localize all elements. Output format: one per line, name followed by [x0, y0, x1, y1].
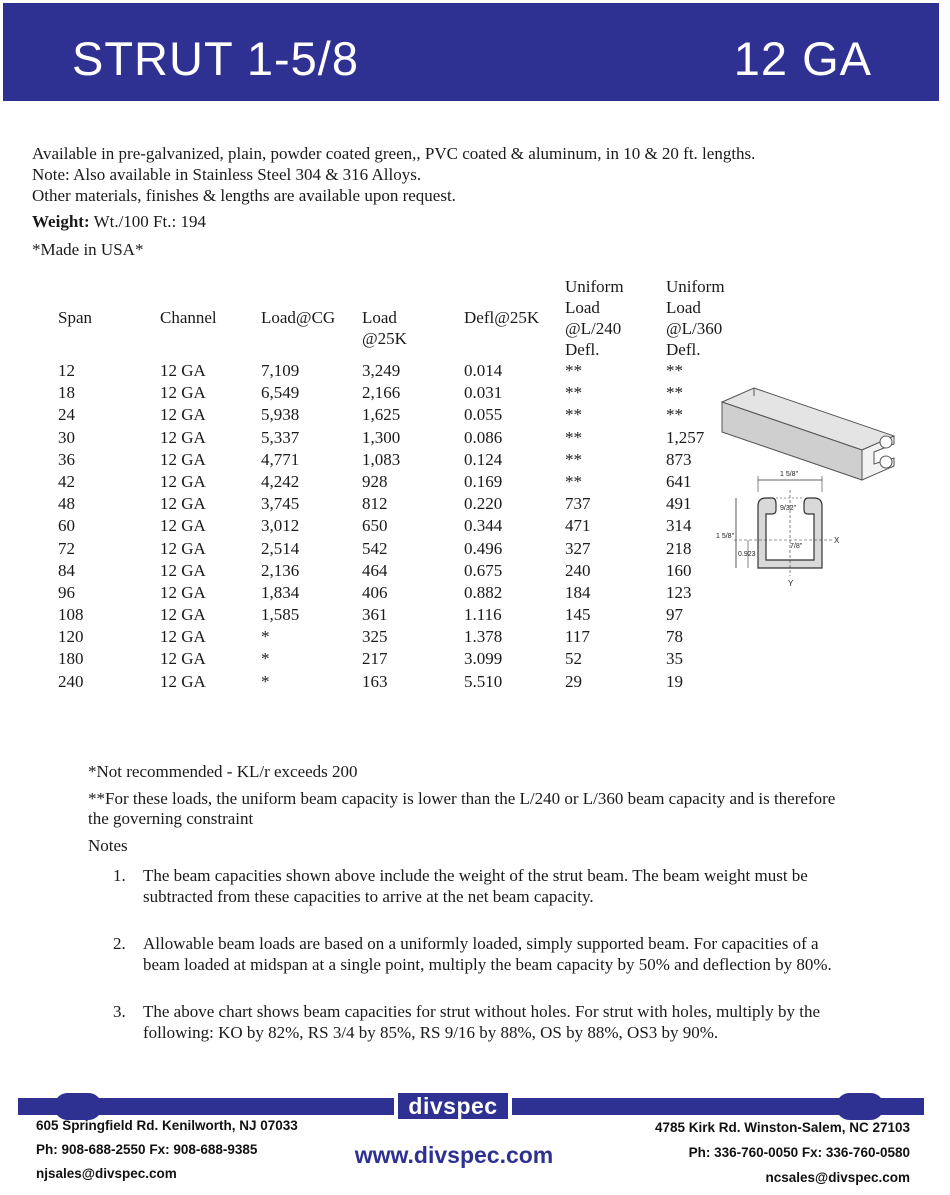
table-cell: 3.099: [464, 649, 503, 669]
table-cell: 240: [58, 671, 84, 691]
table-cell: *: [261, 649, 270, 669]
table-cell: 78: [666, 627, 683, 647]
note-text: Allowable beam loads are based on a uniformly loaded, simply supported beam. For capacities of a beam loaded at midspan at a single point, multiply the beam capacity by 50% and deflection by 80%.: [143, 934, 832, 974]
table-cell: 97: [666, 605, 683, 625]
table-cell: 12 GA: [160, 471, 206, 491]
table-cell: 12 GA: [160, 405, 206, 425]
right-address: 4785 Kirk Rd. Winston-Salem, NC 27103: [655, 1120, 910, 1135]
notes-list: [113, 866, 858, 1043]
table-cell: 491: [666, 494, 692, 514]
intro-line-2: Note: Also available in Stainless Steel 304 & 316 Alloys.: [32, 165, 422, 184]
table-cell: 12 GA: [160, 516, 206, 536]
table-cell: 12 GA: [160, 627, 206, 647]
weight-line: [32, 212, 206, 232]
table-cell: **: [666, 361, 683, 380]
divspec-logo: divspec: [398, 1093, 508, 1119]
table-cell: 0.496: [464, 538, 503, 558]
table-cell: 737: [565, 494, 591, 514]
weight-value: Wt./100 Ft.: 194: [93, 212, 206, 231]
table-cell: 12 GA: [160, 449, 206, 469]
table-cell: 1,300: [362, 427, 401, 447]
table-cell: 5.510: [464, 671, 503, 691]
table-cell: 327: [565, 538, 591, 558]
table-cell: **: [565, 405, 582, 425]
table-cell: *: [261, 627, 270, 647]
table-cell: 1.378: [464, 627, 503, 647]
table-cell: 0.014: [464, 361, 503, 380]
table-cell: 1.116: [464, 605, 502, 625]
table-cell: 3,745: [261, 494, 300, 514]
intro-text: [32, 143, 755, 206]
table-cell: 873: [666, 449, 692, 469]
note-text: The beam capacities shown above include the weight of the strut beam. The beam weight must be subtracted from these capacities to arrive at the net beam capacity.: [143, 866, 808, 906]
table-cell: **: [565, 383, 582, 403]
table-cell: 42: [58, 471, 75, 491]
left-email[interactable]: njsales@divspec.com: [36, 1166, 177, 1181]
table-cell: 7,109: [261, 361, 300, 380]
dim-slot-label: 9/32": [780, 505, 797, 512]
table-cell: 406: [362, 582, 388, 602]
header-l360: [666, 276, 725, 360]
table-cell: 0.344: [464, 516, 503, 536]
table-cell: 12 GA: [160, 427, 206, 447]
table-cell: 117: [565, 627, 590, 647]
table-cell: 48: [58, 494, 75, 514]
note-item: [113, 934, 858, 975]
table-cell: 160: [666, 560, 692, 580]
note-number: 1.: [113, 866, 126, 885]
table-cell: 2,514: [261, 538, 300, 558]
right-phone: Ph: 336-760-0050 Fx: 336-760-0580: [688, 1145, 910, 1160]
dim-centroid-label: 0.923: [738, 551, 756, 558]
table-cell: 217: [362, 649, 388, 669]
dim-height-label: 1 5/8": [716, 533, 735, 540]
table-cell: 30: [58, 427, 75, 447]
table-cell: 120: [58, 627, 84, 647]
table-cell: 6,549: [261, 383, 300, 403]
header-load-cg: Load@CG: [261, 308, 336, 327]
table-cell: 96: [58, 582, 75, 602]
table-cell: 218: [666, 538, 692, 558]
table-cell: 12 GA: [160, 538, 206, 558]
website-link[interactable]: www.divspec.com: [354, 1142, 554, 1168]
table-cell: *: [261, 671, 270, 691]
table-cell: **: [565, 471, 582, 491]
strut-3d-view: [722, 388, 894, 480]
table-cell: 18: [58, 383, 75, 403]
note-number: 3.: [113, 1002, 126, 1021]
table-cell: 180: [58, 649, 84, 669]
footnotes: [88, 762, 848, 856]
table-cell: 12: [58, 361, 75, 380]
left-phone: Ph: 908-688-2550 Fx: 908-688-9385: [36, 1142, 258, 1157]
header-l360-line: Defl.: [666, 340, 701, 359]
table-cell: **: [565, 361, 582, 380]
table-cell: 0.086: [464, 427, 503, 447]
header-load-25k: Load @25K: [362, 308, 407, 348]
header-span: Span: [58, 308, 92, 327]
header-l360-line: @L/360: [666, 319, 723, 338]
footer-band-cap-right: [836, 1093, 884, 1120]
table-cell: 361: [362, 605, 388, 625]
page-header: [3, 3, 939, 101]
strut-cross-section: [716, 471, 840, 588]
table-cell: 5,938: [261, 405, 300, 425]
table-cell: 812: [362, 494, 388, 514]
table-cell: 641: [666, 471, 692, 491]
header-l240: [565, 276, 624, 360]
note-text: The above chart shows beam capacities for strut without holes. For strut with holes, multiply by the following: KO by 82%, RS 3/4 by 85%, RS 9/16 by 88%, OS by 88%, OS3 by 90%.: [143, 1002, 821, 1042]
table-cell: 108: [58, 605, 84, 625]
axis-x-label: X: [834, 536, 840, 545]
header-l240-line: @L/240: [565, 319, 622, 338]
table-cell: **: [666, 383, 683, 403]
table-cell: 240: [565, 560, 591, 580]
table-cell: 84: [58, 560, 75, 580]
table-cell: 36: [58, 449, 75, 469]
header-l240-line: Uniform: [565, 277, 624, 296]
table-cell: 314: [666, 516, 692, 536]
table-cell: 0.124: [464, 449, 503, 469]
table-cell: 0.220: [464, 494, 503, 514]
table-cell: 184: [565, 582, 591, 602]
table-cell: **: [565, 427, 582, 447]
table-cell: 12 GA: [160, 494, 206, 514]
table-cell: 3,012: [261, 516, 300, 536]
table-cell: 19: [666, 671, 683, 691]
table-cell: 123: [666, 582, 692, 602]
intro-line-3: Other materials, finishes & lengths are available upon request.: [32, 186, 456, 205]
table-cell: 60: [58, 516, 75, 536]
note-item: [113, 1002, 858, 1043]
table-cell: 0.169: [464, 471, 503, 491]
dim-lip-label: 7/8": [790, 543, 803, 550]
table-cell: 1,834: [261, 582, 300, 602]
footer-band-cap-left: [54, 1093, 102, 1120]
table-cell: 464: [362, 560, 388, 580]
table-cell: 72: [58, 538, 75, 558]
table-cell: 650: [362, 516, 388, 536]
table-cell: 163: [362, 671, 388, 691]
table-cell: 12 GA: [160, 605, 206, 625]
strut-diagram: [714, 380, 900, 590]
table-cell: 0.675: [464, 560, 503, 580]
table-cell: 35: [666, 649, 683, 669]
table-cell: 1,625: [362, 405, 401, 425]
table-cell: **: [666, 405, 683, 425]
table-cell: 542: [362, 538, 388, 558]
weight-label: Weight:: [32, 212, 90, 231]
table-cell: 471: [565, 516, 591, 536]
left-address: 605 Springfield Rd. Kenilworth, NJ 07033: [36, 1118, 298, 1133]
table-cell: 2,166: [362, 383, 401, 403]
table-cell: 3,249: [362, 361, 401, 380]
table-cell: 12 GA: [160, 649, 206, 669]
table-cell: 0.031: [464, 383, 503, 403]
table-cell: 52: [565, 649, 582, 669]
table-cell: 24: [58, 405, 75, 425]
table-cell: 4,242: [261, 471, 300, 491]
table-cell: 1,585: [261, 605, 300, 625]
table-cell: 5,337: [261, 427, 300, 447]
header-l240-line: Defl.: [565, 340, 600, 359]
table-cell: **: [565, 449, 582, 469]
right-email[interactable]: ncsales@divspec.com: [765, 1170, 910, 1185]
table-cell: 12 GA: [160, 671, 206, 691]
table-cell: 29: [565, 671, 582, 691]
table-cell: 12 GA: [160, 383, 206, 403]
table-cell: 1,083: [362, 449, 401, 469]
table-cell: 12 GA: [160, 361, 206, 380]
header-defl-25k: Defl@25K: [464, 308, 540, 327]
footnote-single-star: *Not recommended - KL/r exceeds 200: [88, 762, 358, 781]
table-cell: 2,136: [261, 560, 300, 580]
header-l240-line: Load: [565, 298, 600, 317]
made-in-usa: *Made in USA*: [32, 240, 144, 259]
header-channel: Channel: [160, 308, 217, 327]
table-cell: 325: [362, 627, 388, 647]
table-cell: 928: [362, 471, 388, 491]
intro-line-1: Available in pre-galvanized, plain, powder coated green,, PVC coated & aluminum, in 10 & 20 ft. lengths.: [32, 144, 756, 163]
table-cell: 0.055: [464, 405, 503, 425]
note-item: [113, 866, 858, 907]
table-cell: 4,771: [261, 449, 300, 469]
table-cell: 0.882: [464, 582, 503, 602]
table-cell: 12 GA: [160, 560, 206, 580]
page-title: STRUT 1-5/8: [72, 32, 359, 85]
table-cell: 1,257: [666, 427, 705, 447]
gauge-label: 12 GA: [733, 32, 872, 85]
table-cell: 145: [565, 605, 591, 625]
axis-y-label: Y: [788, 579, 794, 588]
notes-title: Notes: [88, 836, 128, 855]
footnote-double-star: **For these loads, the uniform beam capacity is lower than the L/240 or L/360 beam capacity and is therefore the governing constraint: [88, 789, 836, 828]
dim-top-label: 1 5/8": [780, 471, 799, 478]
header-l360-line: Load: [666, 298, 701, 317]
note-number: 2.: [113, 934, 126, 953]
table-cell: 12 GA: [160, 582, 206, 602]
header-l360-line: Uniform: [666, 277, 725, 296]
